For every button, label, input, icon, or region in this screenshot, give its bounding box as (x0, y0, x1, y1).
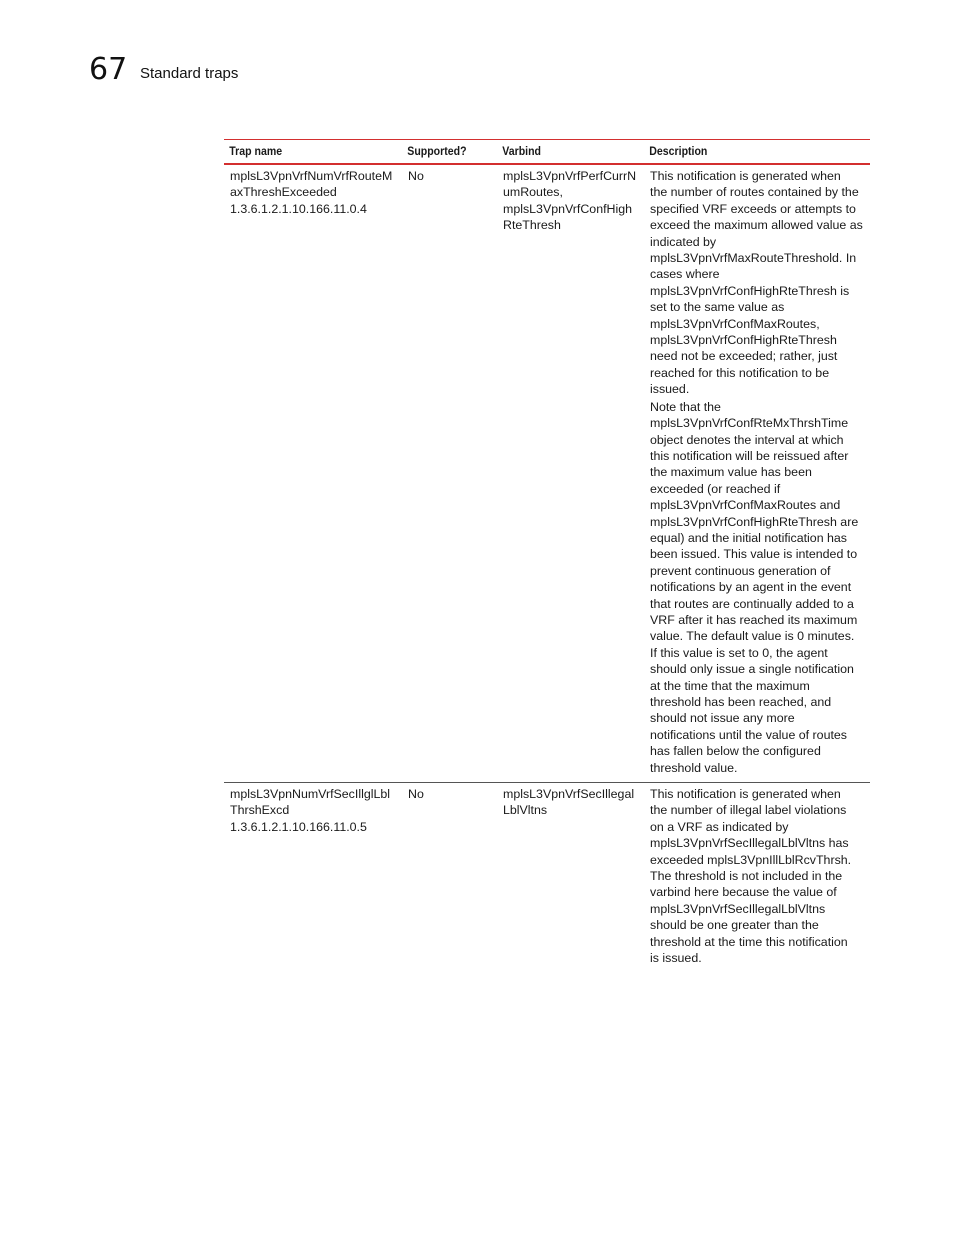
varbind-line: RteThresh (503, 218, 561, 233)
varbind-cell (497, 168, 644, 234)
description-line: If this value is set to 0, the agent (650, 645, 828, 660)
description-line: that routes are continually added to a (650, 596, 854, 611)
trap-name-line: 1.3.6.1.2.1.10.166.11.0.4 (230, 201, 367, 216)
description-line: notifications by an agent in the event (650, 580, 852, 595)
description-line: This notification is generated when (650, 787, 841, 802)
description-line: mplsL3VpnVrfSecIllegalLblVltns (650, 901, 826, 916)
description-line: exceeded mplsL3VpnIllLblRcvThrsh. (650, 852, 852, 867)
description-paragraph (650, 168, 866, 398)
description-line: should only issue a single notification (650, 662, 854, 677)
table-body (224, 165, 870, 973)
table-header-row (224, 139, 870, 165)
chapter-number: 67 (89, 52, 128, 87)
trap-name-line: mplsL3VpnNumVrfSecIllglLbl (230, 787, 391, 802)
description-line: should be one greater than the (650, 918, 819, 933)
trap-name-line: 1.3.6.1.2.1.10.166.11.0.5 (230, 819, 367, 834)
trap-name-line: mplsL3VpnVrfNumVrfRouteM (230, 169, 393, 183)
trap-name-line: ThrshExcd (230, 803, 290, 818)
description-line: prevent continuous generation of (650, 563, 831, 578)
description-line: need not be exceeded; rather, just (650, 349, 838, 364)
table-row (224, 165, 870, 782)
description-line: mplsL3VpnVrfConfHighRteThresh is (650, 283, 850, 298)
description-line: set to the same value as (650, 300, 785, 315)
description-line: exceed the maximum allowed value as (650, 218, 863, 233)
varbind-line: mplsL3VpnVrfSecIllegal (503, 787, 635, 802)
table-row (224, 782, 870, 972)
description-line: mplsL3VpnVrfConfMaxRoutes, (650, 316, 820, 331)
trap-table (224, 139, 870, 973)
varbind-line: LblVltns (503, 803, 548, 818)
trap-name-cell (224, 168, 402, 217)
chapter-title: Standard traps (140, 65, 239, 82)
description-line: value. The default value is 0 minutes. (650, 629, 855, 644)
description-line: varbind here because the value of (650, 885, 837, 900)
description-line: mplsL3VpnVrfConfMaxRoutes and (650, 498, 841, 513)
column-header-supported: Supported? (407, 144, 467, 158)
varbind-line: umRoutes, (503, 185, 563, 200)
description-line: this notification will be reissued after (650, 448, 849, 463)
description-line: should not issue any more (650, 711, 795, 726)
description-line: The threshold is not included in the (650, 869, 843, 884)
description-line: the number of illegal label violations (650, 803, 847, 818)
description-line: Note that the (650, 399, 721, 414)
description-line: object denotes the interval at which (650, 432, 844, 447)
description-line: threshold at the time this notification (650, 934, 848, 949)
description-line: is issued. (650, 951, 702, 966)
description-line: mplsL3VpnVrfMaxRouteThreshold. In (650, 251, 857, 266)
description-paragraph (650, 786, 866, 966)
description-line: equal) and the initial notification has (650, 530, 848, 545)
column-header-varbind: Varbind (502, 144, 542, 158)
description-line: been issued. This value is intended to (650, 547, 858, 562)
description-line: threshold has been reached, and (650, 695, 832, 709)
supported-cell: No (408, 787, 424, 802)
description-line: the maximum value has been (650, 465, 812, 480)
varbind-line: mplsL3VpnVrfConfHigh (503, 201, 633, 216)
description-line: mplsL3VpnVrfConfHighRteThresh are (650, 514, 859, 529)
description-line: mplsL3VpnVrfConfHighRteThresh (650, 333, 837, 348)
description-cell (644, 168, 870, 776)
description-paragraph (650, 399, 866, 776)
trap-name-cell (224, 786, 402, 835)
description-line: notifications until the value of routes (650, 727, 847, 742)
description-line: issued. (650, 382, 690, 397)
description-line: on a VRF as indicated by (650, 819, 789, 834)
description-line: This notification is generated when (650, 169, 841, 183)
description-line: has fallen below the configured (650, 744, 821, 759)
description-line: mplsL3VpnVrfConfRteMxThrshTime (650, 416, 849, 431)
supported-cell: No (408, 169, 424, 183)
description-line: at the time that the maximum (650, 678, 810, 693)
description-line: specified VRF exceeds or attempts to (650, 201, 856, 216)
column-header-trap-name: Trap name (229, 144, 283, 158)
varbind-cell (497, 786, 644, 819)
description-line: reached for this notification to be (650, 365, 830, 380)
column-header-description: Description (649, 144, 708, 158)
description-cell (644, 786, 870, 966)
description-line: VRF after it has reached its maximum (650, 612, 858, 627)
trap-name-line: axThreshExceeded (230, 185, 337, 200)
description-line: cases where (650, 267, 720, 282)
description-line: threshold value. (650, 760, 738, 775)
description-line: mplsL3VpnVrfSecIllegalLblVltns has (650, 836, 849, 851)
description-line: exceeded (or reached if (650, 481, 781, 496)
description-line: the number of routes contained by the (650, 185, 859, 200)
description-line: indicated by (650, 234, 717, 249)
varbind-line: mplsL3VpnVrfPerfCurrN (503, 169, 637, 183)
